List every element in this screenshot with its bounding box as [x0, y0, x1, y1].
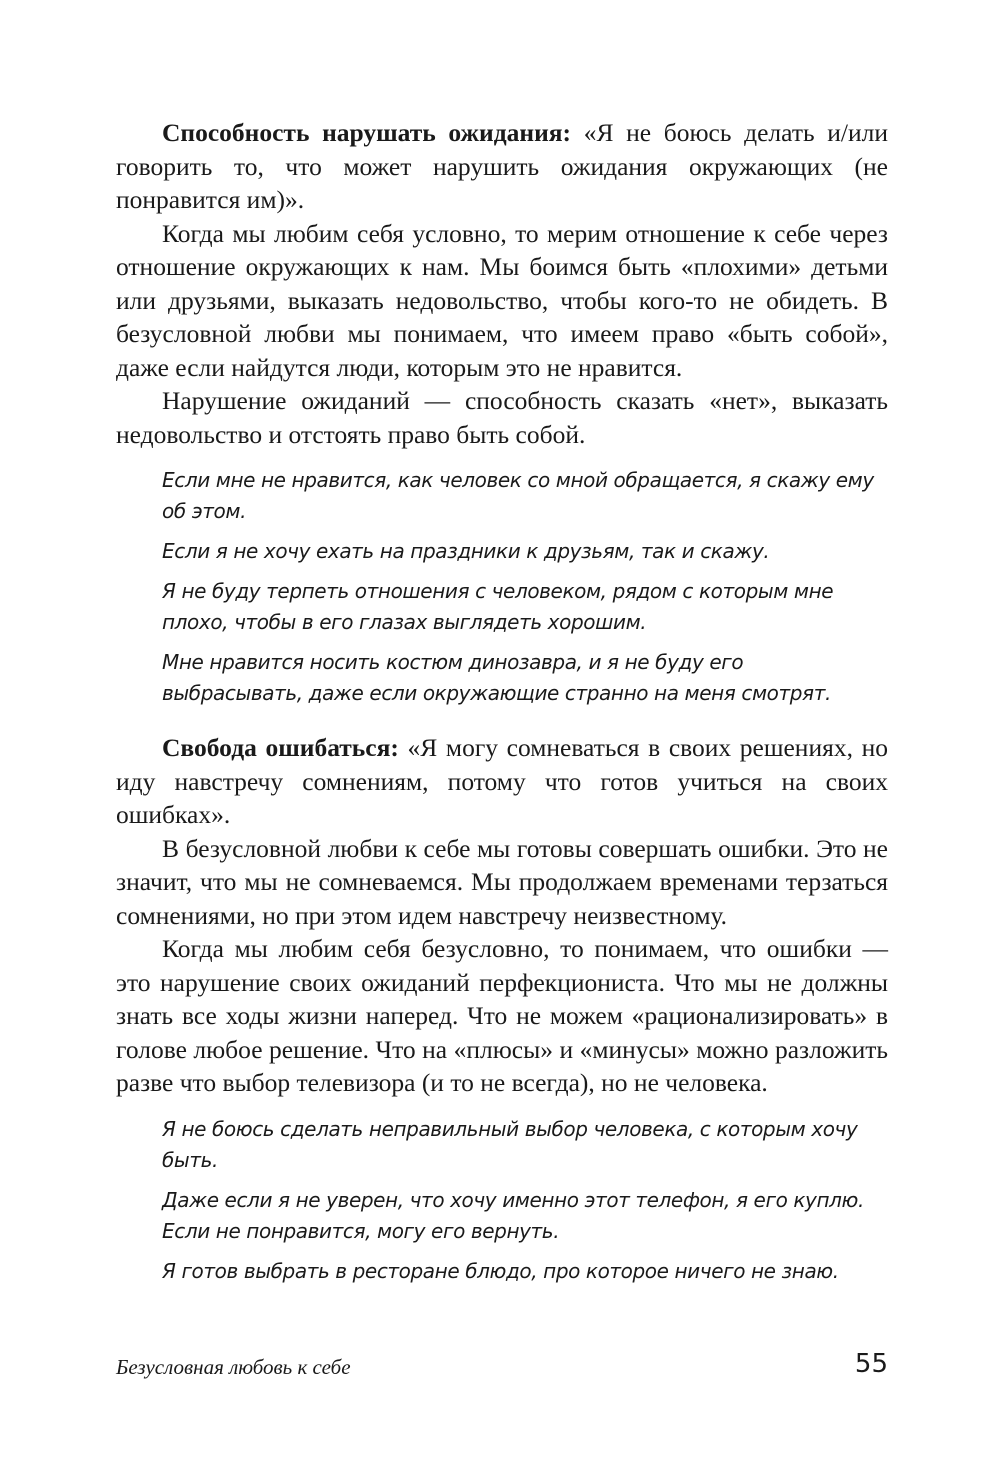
section-intro	[116, 731, 888, 832]
body-paragraph: Нарушение ожиданий — способность сказать «нет», выказать недовольство и отстоять право быть собой.	[116, 386, 888, 449]
page-footer	[116, 1349, 888, 1389]
section-heading: Способность нарушать ожидания:	[162, 118, 572, 147]
example-item: Даже если я не уверен, что хочу именно этот телефон, я его куплю. Если не понравится, могу его вернуть.	[162, 1187, 864, 1243]
body-paragraph: Когда мы любим себя безусловно, то понимаем, что ошибки — это нарушение своих ожиданий перфекциониста. Что мы не должны знать все ходы жизни наперед. Что не можем «рационализировать» в голове любое решение. Что на «плюсы» и «минусы» можно разложить разве что выбор телевизора (и то не всегда), но не человека.	[116, 934, 888, 1097]
section-statement: «Я не боюсь делать и/или говорить то, что может нарушить ожидания окружающих (не понравится им)».	[116, 118, 888, 214]
page-body	[116, 116, 888, 1309]
example-item: Если я не хочу ехать на праздники к друзьям, так и скажу.	[162, 539, 770, 563]
example-item: Я не буду терпеть отношения с человеком, рядом с которым мне плохо, чтобы в его глазах выглядеть хорошим.	[162, 579, 834, 634]
section-intro	[116, 116, 888, 217]
section-statement: «Я могу сомневаться в своих решениях, но иду навстречу сомнениям, потому что готов учиться на своих ошибках».	[116, 733, 888, 829]
section-heading: Свобода ошибаться:	[162, 733, 399, 762]
example-item: Я не боюсь сделать неправильный выбор человека, с которым хочу быть.	[162, 1116, 858, 1172]
running-title: Безусловная любовь к себе	[116, 1355, 351, 1379]
example-list	[162, 1114, 888, 1287]
section-break-expectations	[116, 116, 888, 709]
page-number: 55	[854, 1349, 888, 1379]
example-item: Мне нравится носить костюм динозавра, и я не буду его выбрасывать, даже если окружающие странно на меня смотрят.	[162, 650, 831, 705]
body-paragraph: В безусловной любви к себе мы готовы совершать ошибки. Это не значит, что мы не сомневаемся. Мы продолжаем временами терзаться сомнениями, но при этом идем навстречу неизвестному.	[116, 833, 888, 930]
body-paragraph: Когда мы любим себя условно, то мерим отношение к себе через отношение окружающих к нам. Мы боимся быть «плохими» детьми или друзьями, выказать недовольство, чтобы кого-то не обидеть. В безусловной любви мы понимаем, что имеем право «быть собой», даже если найдутся люди, которым это не нравится.	[116, 218, 888, 382]
example-item: Если мне не нравится, как человек со мной обращается, я скажу ему об этом.	[162, 468, 874, 523]
section-freedom-to-err	[116, 731, 888, 1287]
example-item: Я готов выбрать в ресторане блюдо, про которое ничего не знаю.	[162, 1258, 839, 1283]
example-list	[162, 465, 888, 709]
